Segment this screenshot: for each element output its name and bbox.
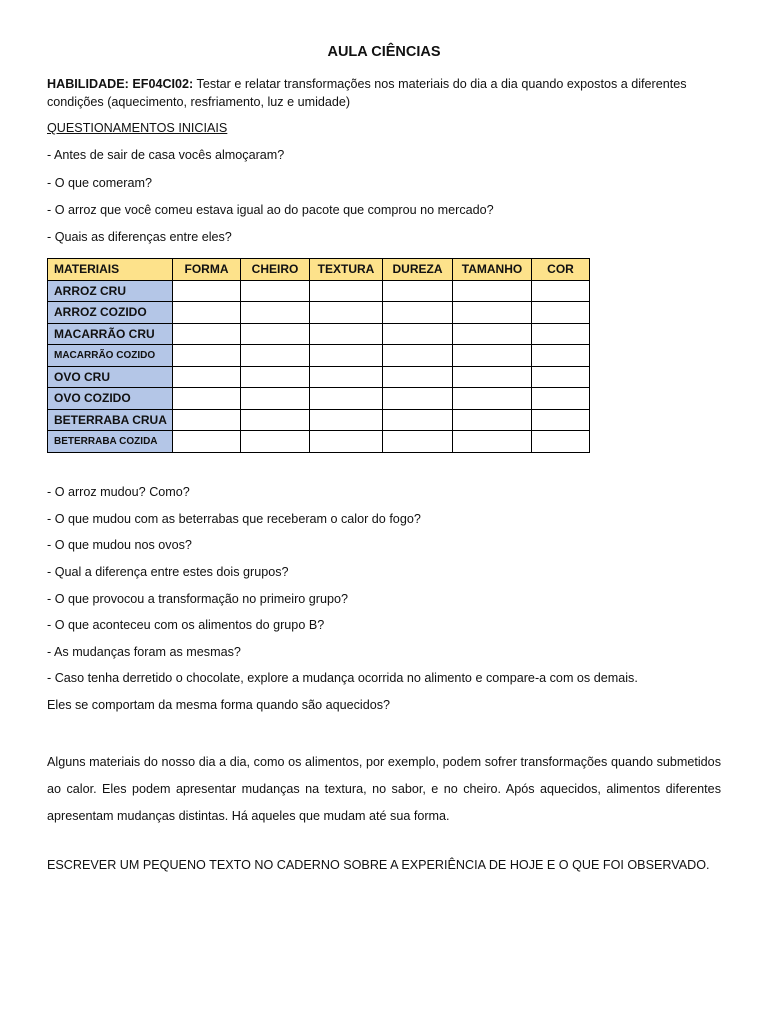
table-cell[interactable] bbox=[310, 280, 383, 302]
followup-question: Eles se comportam da mesma forma quando são aquecidos? bbox=[47, 698, 391, 712]
column-header: MATERIAIS bbox=[48, 259, 173, 281]
table-cell[interactable] bbox=[310, 409, 383, 431]
table-cell[interactable] bbox=[173, 302, 241, 324]
table-cell[interactable] bbox=[532, 366, 590, 388]
table-cell[interactable] bbox=[453, 323, 532, 345]
table-cell[interactable] bbox=[310, 345, 383, 367]
table-cell[interactable] bbox=[383, 388, 453, 410]
table-cell[interactable] bbox=[241, 280, 310, 302]
initial-question: - O que comeram? bbox=[47, 176, 152, 190]
table-cell[interactable] bbox=[310, 366, 383, 388]
table-cell[interactable] bbox=[241, 431, 310, 453]
followup-question: - O que aconteceu com os alimentos do grupo B? bbox=[47, 618, 325, 632]
table-cell[interactable] bbox=[532, 345, 590, 367]
row-label: BETERRABA CRUA bbox=[48, 409, 173, 431]
table-row bbox=[48, 323, 590, 345]
row-label: BETERRABA COZIDA bbox=[48, 431, 173, 453]
skill-label: HABILIDADE: EF04CI02: bbox=[47, 77, 194, 91]
table-row bbox=[48, 302, 590, 324]
table-cell[interactable] bbox=[310, 323, 383, 345]
table-cell[interactable] bbox=[532, 431, 590, 453]
table-cell[interactable] bbox=[241, 323, 310, 345]
table-cell[interactable] bbox=[532, 280, 590, 302]
table-cell[interactable] bbox=[173, 366, 241, 388]
table-cell[interactable] bbox=[453, 409, 532, 431]
row-label: ARROZ COZIDO bbox=[48, 302, 173, 324]
column-header: COR bbox=[532, 259, 590, 281]
followup-question: - As mudanças foram as mesmas? bbox=[47, 645, 241, 659]
table-cell[interactable] bbox=[383, 409, 453, 431]
table-cell[interactable] bbox=[453, 280, 532, 302]
table-cell[interactable] bbox=[383, 302, 453, 324]
followup-question: - O que provocou a transformação no primeiro grupo? bbox=[47, 592, 349, 606]
table-cell[interactable] bbox=[173, 323, 241, 345]
table-row bbox=[48, 345, 590, 367]
row-label: MACARRÃO CRU bbox=[48, 323, 173, 345]
column-header: FORMA bbox=[173, 259, 241, 281]
table-row bbox=[48, 409, 590, 431]
table-row bbox=[48, 431, 590, 453]
table-cell[interactable] bbox=[453, 388, 532, 410]
initial-question: - Quais as diferenças entre eles? bbox=[47, 230, 232, 244]
table-cell[interactable] bbox=[453, 345, 532, 367]
table-cell[interactable] bbox=[241, 388, 310, 410]
followup-question: - Caso tenha derretido o chocolate, explore a mudança ocorrida no alimento e compare-a com os demais. bbox=[47, 671, 638, 685]
table-cell[interactable] bbox=[173, 388, 241, 410]
column-header: DUREZA bbox=[383, 259, 453, 281]
row-label: MACARRÃO COZIDO bbox=[48, 345, 173, 367]
table-cell[interactable] bbox=[310, 388, 383, 410]
table-cell[interactable] bbox=[453, 302, 532, 324]
page-title: AULA CIÊNCIAS bbox=[327, 44, 441, 60]
table-header-row bbox=[48, 259, 590, 281]
column-header: CHEIRO bbox=[241, 259, 310, 281]
initial-question: - Antes de sair de casa vocês almoçaram? bbox=[47, 148, 285, 162]
table-cell[interactable] bbox=[453, 366, 532, 388]
followup-question: - O arroz mudou? Como? bbox=[47, 485, 190, 499]
table-cell[interactable] bbox=[532, 323, 590, 345]
table-cell[interactable] bbox=[383, 323, 453, 345]
row-label: ARROZ CRU bbox=[48, 280, 173, 302]
table-cell[interactable] bbox=[532, 409, 590, 431]
followup-question: - Qual a diferença entre estes dois grupos? bbox=[47, 565, 289, 579]
table-cell[interactable] bbox=[383, 431, 453, 453]
column-header: TEXTURA bbox=[310, 259, 383, 281]
table-cell[interactable] bbox=[532, 388, 590, 410]
final-instruction: ESCREVER UM PEQUENO TEXTO NO CADERNO SOBRE A EXPERIÊNCIA DE HOJE E O QUE FOI OBSERVADO. bbox=[47, 858, 710, 872]
table-cell[interactable] bbox=[383, 280, 453, 302]
row-label: OVO COZIDO bbox=[48, 388, 173, 410]
table-cell[interactable] bbox=[241, 409, 310, 431]
table-cell[interactable] bbox=[241, 366, 310, 388]
initial-questions-heading: QUESTIONAMENTOS INICIAIS bbox=[47, 121, 228, 135]
table-cell[interactable] bbox=[241, 345, 310, 367]
table-cell[interactable] bbox=[532, 302, 590, 324]
materials-table bbox=[47, 258, 590, 453]
skill-statement bbox=[47, 76, 727, 111]
table-row bbox=[48, 366, 590, 388]
table-cell[interactable] bbox=[453, 431, 532, 453]
explanation-paragraph: Alguns materiais do nosso dia a dia, como os alimentos, por exemplo, podem sofrer transformações quando submetidos ao calor. Eles podem apresentar mudanças na textura, no sabor, e no cheiro. Após aquecidos, alimentos diferentes apresentam mudanças distintas. Há aqueles que mudam até sua forma. bbox=[47, 755, 721, 823]
table-cell[interactable] bbox=[173, 345, 241, 367]
column-header: TAMANHO bbox=[453, 259, 532, 281]
followup-question: - O que mudou nos ovos? bbox=[47, 538, 192, 552]
table-cell[interactable] bbox=[173, 409, 241, 431]
table-cell[interactable] bbox=[383, 345, 453, 367]
row-label: OVO CRU bbox=[48, 366, 173, 388]
table-row bbox=[48, 280, 590, 302]
table-cell[interactable] bbox=[241, 302, 310, 324]
table-cell[interactable] bbox=[173, 431, 241, 453]
followup-question: - O que mudou com as beterrabas que receberam o calor do fogo? bbox=[47, 512, 421, 526]
table-cell[interactable] bbox=[310, 431, 383, 453]
table-cell[interactable] bbox=[310, 302, 383, 324]
initial-question: - O arroz que você comeu estava igual ao do pacote que comprou no mercado? bbox=[47, 203, 494, 217]
table-cell[interactable] bbox=[383, 366, 453, 388]
skill-text: Testar e relatar transformações nos materiais do dia a dia quando expostos a diferentes condições (aquecimento, resfriamento, luz e umidade) bbox=[47, 77, 687, 109]
table-cell[interactable] bbox=[173, 280, 241, 302]
table-row bbox=[48, 388, 590, 410]
